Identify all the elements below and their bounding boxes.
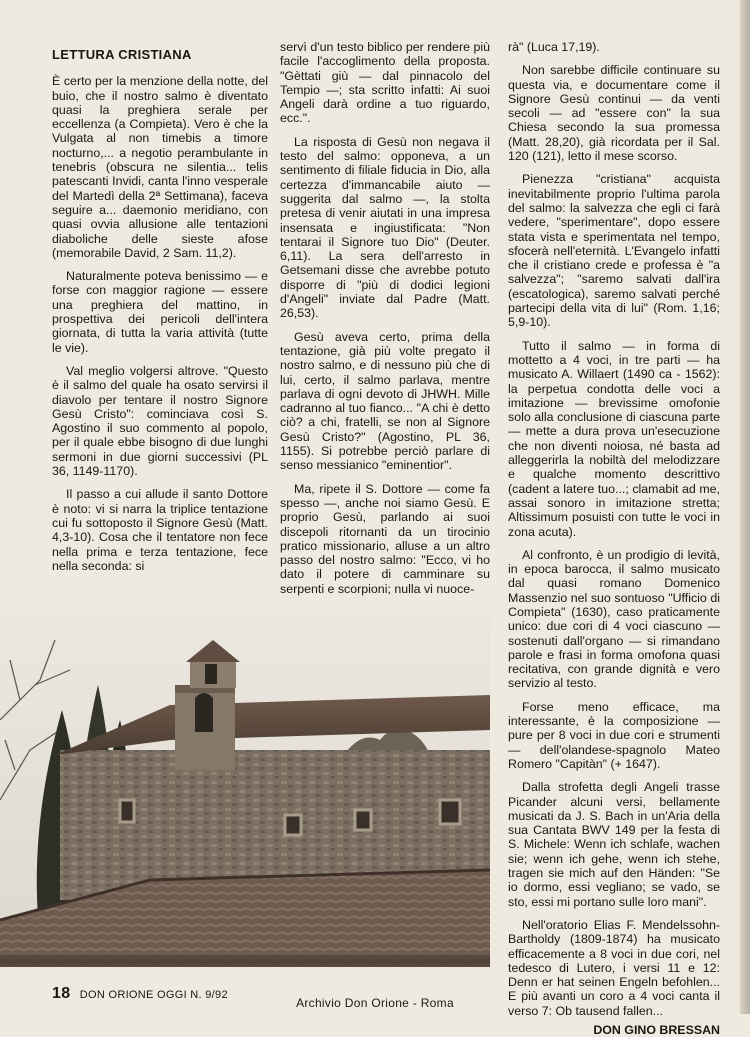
article-column-2	[280, 40, 490, 605]
paragraph: Ma, ripete il S. Dottore — come fa spesso —, anche noi siamo Gesù. E proprio Gesù, parlando ai suoi discepoli ritornanti da un tirocinio pratico missionario, alluse a un altro passo del nostro salmo: "Ecco, vi ho dato il potere di camminare su serpenti e scorpioni; nulla vi nuoce-	[280, 481, 490, 596]
archive-credit: Archivio Don Orione - Roma	[296, 996, 454, 1010]
paragraph: Dalla strofetta degli Angeli trasse Picander alcuni versi, bellamente musicati da J. S. Bach in un'Aria della sua Cantata BWV 149 per la festa di S. Michele: Wenn ich schlafe, wachen sie; wenn ich gehe, wenn ich stehe, tragen sie mich auf den Händen: "Se io dormo, essi vegliano; se vado, se sto, essi mi portano sulle loro mani".	[508, 780, 720, 909]
paragraph: Nell'oratorio Elias F. Mendelssohn-Bartholdy (1809-1874) ha musicato efficacemente a 8 voci in due cori, nel tedesco di Lutero, i versi 11 e 12: Denn er hat seinen Engeln befohlen... E più avanti un coro a 4 voci canta il verso 7: Ob tausend fallen...	[508, 917, 720, 1018]
paragraph: rà" (Luca 17,19).	[508, 40, 600, 54]
article-column-3	[508, 40, 720, 1037]
paragraph: È certo per la menzione della notte, del buio, che il nostro salmo è diventato quasi la preghiera serale per eccellenza (a Compieta). Vero è che la Vulgata al non timebis a timore nocturno,... a negotio perambulante in tenebris (obscura ne silentia... telis patescanti Invidi, canta l'inno vesperale del Martedì della 2ª Settimana), faceva seguire a... daemonio meridiano, con quasi ovvia allusione alle tentazioni diaboliche delle sieste afose (memorabile David, 2 Sam. 11,2).	[52, 74, 268, 260]
paragraph: Tutto il salmo — in forma di mottetto a 4 voci, in tre parti — ha musicato A. Willaert (1490 ca - 1562): la perpetua condotta delle voci a imitazione — brevissime omofonie solo alla conclusione di ciascuna parte — mette a dura prova un'esecuzione che non diventi noiosa, né basta ad alleggerirla la nobiltà del melodizzare e qualche momento descrittivo (cadent a latere tuo...; clamabit ad me, assai sonoro in imitazione stretta; Altissimum posuisti con tutte le voci in zona acuta).	[508, 338, 720, 539]
paragraph: Al confronto, è un prodigio di levità, in epoca barocca, il salmo musicato dal quasi romano Domenico Massenzio nel suo sontuoso "Ufficio di Compieta" (1630), caso praticamente unico: due cori di 4 voci ciascuno — sostenuti dall'organo — si rimandano parole e frasi in forma omofona quasi recitativa, con grande dignità e vero servizio al testo.	[508, 547, 720, 691]
article-column-1	[52, 40, 268, 582]
paragraph: servì d'un testo biblico per rendere più facile l'accoglimento della proposta. "Gèttati giù — dal pinnacolo del Tempio —; sta scritto infatti: Ai suoi Angeli darà ordine a tuo riguardo, ecc.".	[280, 40, 490, 126]
paragraph: Non sarebbe difficile continuare su questa via, e documentare come il Signore Gesù continui — da venti secoli — ad "essere con" la sua Chiesa secondo la sua promessa (Matt. 28,20), già ricordata per il Sal. 120 (121), letto il mese scorso.	[508, 63, 720, 164]
paragraph: Gesù aveva certo, prima della tentazione, già più volte pregato il nostro salmo, e di nessuno più che di lui, certo, il salmo parlava, mentre parlava di ogni devoto di JHWH. Mille cadranno al tuo fianco... "A chi è detto ciò? a chi, fratelli, se non al Signore Gesù Cristo?" (Agostino, PL 36, 1155). Si potrebbe perciò parlare di senso messianico "eminentior".	[280, 329, 490, 473]
paragraph: La risposta di Gesù non negava il testo del salmo: opponeva, a un sentimento di filiale fiducia in Dio, alla certezza d'immancabile aiuto — suggerita dal salmo —, la stolta pretesa di venir aiutati in una impresa insensata e ingiustificata: "Non tentarai il Signore tuo Dio" (Deuter. 6,11). La sera dell'arresto in Getsemani disse che avrebbe potuto disporre di "più di dodici legioni d'Angeli" inviate dal Padre (Matt. 26,53).	[280, 134, 490, 321]
paragraph: Naturalmente poteva benissimo — e forse con maggior ragione — essere una preghiera del mattino, in prospettiva dei pericoli dell'intera giornata, di tutta la varia attività (tutte le vie).	[52, 269, 268, 355]
church-photo	[0, 600, 490, 967]
paragraph: Pienezza "cristiana" acquista inevitabilmente proprio l'ultima parola del salmo: la salvezza che egli ci farà vedere, "sperimentare", dopo essere stata vista e sperimentata nel tempo, sfocerà nell'eternità. L'Evangelo infatti che il cristiano crede e professa è "a salvezza"; "saremo salvati dall'ira (escatologica), saremo salvati perché partecipi della vita di lui" (Rom. 1,16; 5,9-10).	[508, 172, 720, 330]
paragraph: Forse meno efficace, ma interessante, è la composizione — pure per 8 voci in due cori e strumenti — dell'olandese-spagnolo Mateo Romero "Capitàn" (+ 1647).	[508, 699, 720, 771]
magazine-issue: DON ORIONE OGGI N. 9/92	[79, 989, 228, 1001]
paragraph: Val meglio volgersi altrove. "Questo è il salmo del quale ha osato servirsi il diavolo per tentare il nostro Signore Gesù Cristo": cominciava così S. Agostino il suo commento al popolo, per il quale ebbe bisogno di due lunghi sermoni in due giorni successivi (PL 36, 1149-1170).	[52, 363, 268, 479]
paragraph: Il passo a cui allude il santo Dottore è noto: vi si narra la triplice tentazione cui fu sottoposto il Signore Gesù (Matt. 4,3-10). Cosa che il tentatore non fece nella prima e terza tentazione, fece nella seconda: si	[52, 487, 268, 573]
author-signature: DON GINO BRESSAN	[593, 1023, 720, 1037]
page-edge	[740, 0, 750, 1014]
page-number: 18	[52, 985, 71, 1002]
section-heading: LETTURA CRISTIANA	[52, 47, 192, 62]
